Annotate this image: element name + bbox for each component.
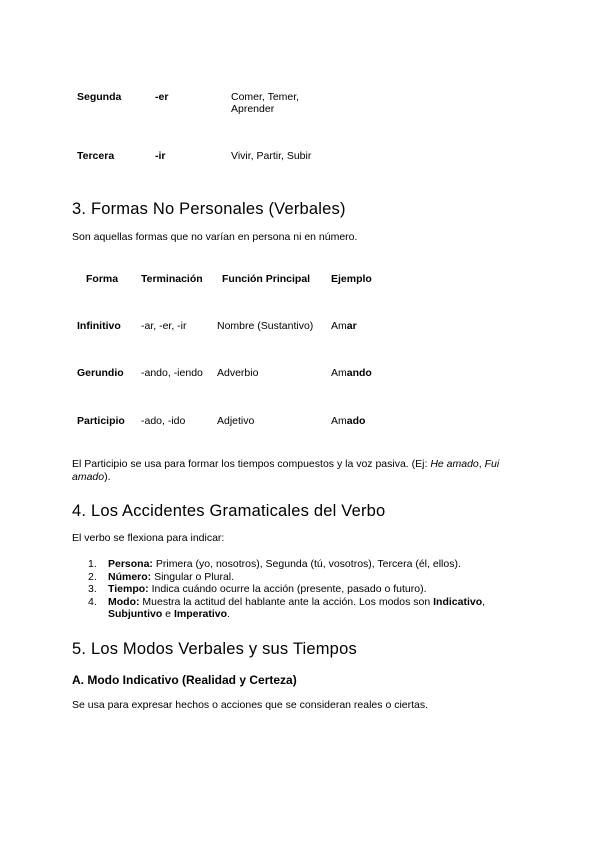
example-ending: ar (346, 320, 357, 332)
note-example: Fui amado (72, 458, 500, 483)
list-item-text: Muestra la actitud del hablante ante la acción. Los modos son (139, 595, 434, 608)
list-item (72, 571, 532, 584)
example-ending: ado (346, 415, 366, 427)
conjugation-name-tercera: Tercera (77, 150, 115, 162)
conjugation-ending-er: -er (155, 91, 169, 103)
note-separator: , (478, 458, 485, 470)
table-cell-ejemplo (331, 320, 357, 332)
section5-text: Se usa para expresar hechos o acciones que se consideran reales o ciertas. (72, 699, 429, 711)
table-cell-funcion: Adjetivo (217, 415, 255, 427)
table-cell-ejemplo (331, 367, 372, 379)
list-item-number: 2. (88, 570, 97, 583)
table-header-terminacion: Terminación (141, 273, 203, 285)
example-root: Am (331, 415, 347, 427)
table-cell-forma: Participio (77, 415, 125, 427)
conjugation-ending-ir: -ir (155, 150, 166, 162)
examples-line: Aprender (231, 103, 275, 115)
table-cell-terminacion: -ando, -iendo (141, 367, 203, 379)
table-cell-forma: Infinitivo (77, 320, 121, 332)
table-header-funcion: Función Principal (222, 273, 311, 285)
mood-imperativo: Imperativo (173, 608, 228, 620)
table-header-forma: Forma (86, 273, 119, 285)
table-cell-funcion: Adverbio (217, 367, 259, 379)
table-cell-funcion: Nombre (Sustantivo) (217, 320, 314, 332)
list-item (72, 558, 532, 571)
participle-note (72, 458, 532, 484)
list-item-end: . (227, 608, 230, 620)
note-example: He amado (430, 458, 479, 470)
example-root: Am (331, 367, 347, 379)
list-item-label: Persona: (108, 558, 153, 570)
list-item-separator: , (482, 595, 486, 608)
section5-subheading: A. Modo Indicativo (Realidad y Certeza) (72, 673, 297, 687)
list-item-label: Número: (108, 570, 152, 583)
list-item-text: Indica cuándo ocurre la acción (presente, pasado o futuro). (148, 583, 427, 595)
conjugation-name-segunda: Segunda (77, 91, 122, 103)
list-item-text: Singular o Plural. (151, 570, 235, 583)
table-cell-forma: Gerundio (77, 367, 124, 379)
section4-heading: 4. Los Accidentes Gramaticales del Verbo (72, 502, 386, 520)
conjugation-examples-segunda (231, 91, 299, 115)
note-end: ). (104, 471, 111, 483)
grammatical-accidents-list (72, 558, 532, 621)
example-root: Am (331, 320, 347, 332)
list-item-number: 1. (88, 558, 97, 570)
table-cell-terminacion: -ado, -ido (141, 415, 186, 427)
conjugation-examples-tercera: Vivir, Partir, Subir (231, 150, 312, 162)
section5-heading: 5. Los Modos Verbales y sus Tiempos (72, 640, 357, 658)
list-item-text: Primera (yo, nosotros), Segunda (tú, vosotros), Tercera (él, ellos). (152, 558, 461, 570)
list-item-label: Tiempo: (108, 583, 149, 595)
list-item-separator: e (162, 608, 174, 620)
list-item (72, 583, 532, 596)
examples-line: Comer, Temer, (231, 91, 300, 103)
table-cell-ejemplo (331, 415, 365, 427)
example-ending: ando (346, 367, 372, 379)
table-cell-terminacion: -ar, -er, -ir (141, 320, 187, 332)
table-header-ejemplo: Ejemplo (331, 273, 372, 285)
list-item-number: 3. (88, 583, 97, 595)
section4-intro: El verbo se flexiona para indicar: (72, 532, 225, 544)
list-item (72, 596, 532, 621)
mood-subjuntivo: Subjuntivo (108, 608, 163, 620)
list-item-label: Modo: (108, 595, 140, 608)
list-item-number: 4. (88, 595, 97, 608)
mood-indicativo: Indicativo (433, 595, 483, 608)
note-text: El Participio se usa para formar los tiempos compuestos y la voz pasiva. (Ej: (72, 458, 431, 470)
section3-heading: 3. Formas No Personales (Verbales) (72, 200, 346, 218)
section3-intro: Son aquellas formas que no varían en persona ni en número. (72, 231, 358, 243)
